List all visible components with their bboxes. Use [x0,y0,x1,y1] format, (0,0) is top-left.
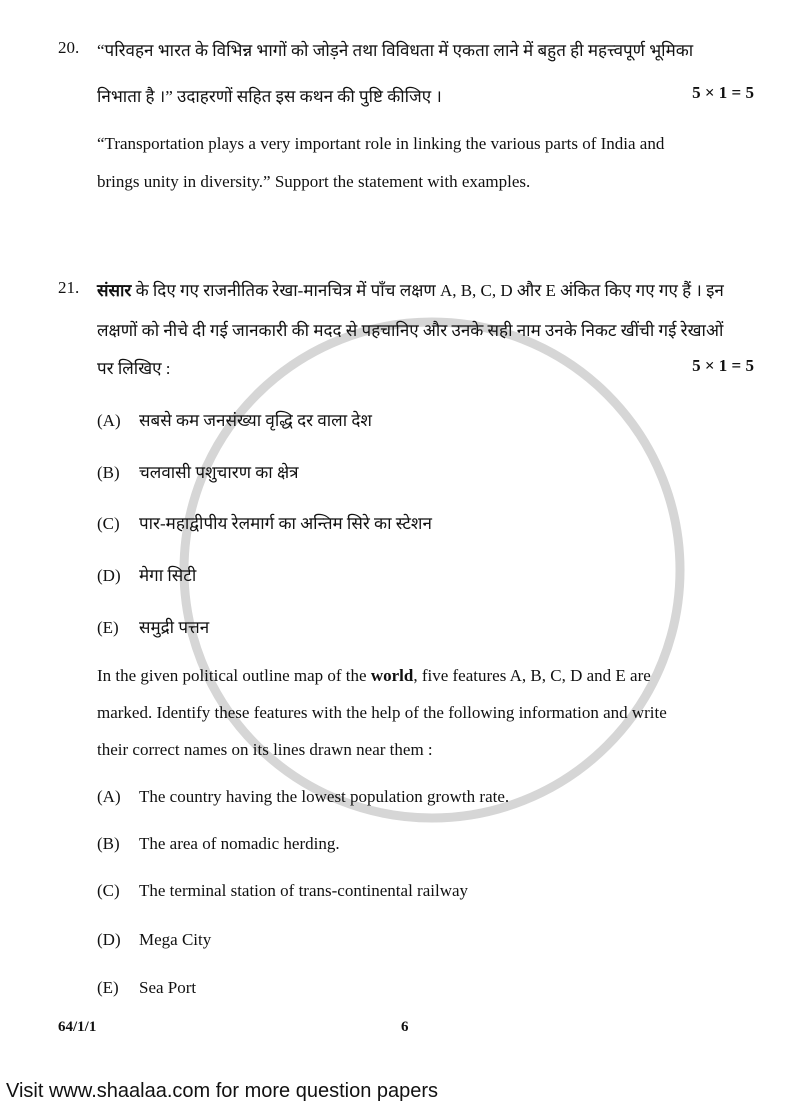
english-bold: world [370,666,414,685]
q21-marks: 5 × 1 = 5 [692,356,754,375]
option-text: Mega City [139,930,212,949]
option-label: (E) [97,978,119,997]
q21-english-line1 [97,666,651,686]
english-pre: In the given political outline map of the [97,666,371,685]
option-text: The area of nomadic herding. [139,834,340,853]
q21-hindi-line1-text: के दिए गए राजनीतिक रेखा-मानचित्र में पाँच लक्षण A, B, C, D और E अंकित किए गए गए हैं । इन [131,281,724,300]
option-label: (B) [97,834,120,853]
option-label: (A) [97,411,121,430]
english-option-d [97,930,211,950]
option-text: पार-महाद्वीपीय रेलमार्ग का अन्तिम सिरे का स्टेशन [139,514,432,533]
option-label: (E) [97,618,119,637]
q20-marks: 5 × 1 = 5 [692,83,754,102]
hindi-option-d [97,563,196,586]
option-label: (C) [97,881,120,900]
option-text: समुद्री पत्तन [139,618,210,637]
option-label: (C) [97,514,120,533]
q20-english-line2: brings unity in diversity.” Support the statement with examples. [97,172,531,191]
q21-hindi-line2: लक्षणों को नीचे दी गई जानकारी की मदद से पहचानिए और उनके सही नाम उनके निकट खींची गई रेखाओं [97,321,724,340]
paper-code: 64/1/1 [58,1019,97,1035]
english-option-a [97,787,509,807]
q20-hindi-line2: निभाता है ।” उदाहरणों सहित इस कथन की पुष्टि कीजिए । [97,87,442,106]
q21-hindi-line1 [97,278,724,301]
option-text: Sea Port [139,978,197,997]
hindi-option-b [97,460,299,483]
option-label: (B) [97,463,120,482]
english-option-c [97,881,468,901]
q21-hindi-bold: संसार [97,281,132,300]
option-label: (A) [97,787,121,806]
option-text: चलवासी पशुचारण का क्षेत्र [139,463,299,482]
q20-hindi-line1: “परिवहन भारत के विभिन्न भागों को जोड़ने तथा विविधता में एकता लाने में बहुत ही महत्त्वपूर्ण भूमिका [97,41,694,60]
hindi-option-a [97,408,372,431]
option-text: सबसे कम जनसंख्या वृद्धि दर वाला देश [139,411,372,430]
english-option-e [97,978,196,998]
english-option-b [97,834,340,854]
hindi-option-e [97,615,209,638]
q21-english-line3: their correct names on its lines drawn near them : [97,740,433,759]
visit-link-text[interactable]: Visit www.shaalaa.com for more question papers [6,1080,439,1102]
option-text: The country having the lowest population growth rate. [139,787,510,806]
q20-number: 20. [58,38,80,57]
q21-number: 21. [58,278,80,297]
option-label: (D) [97,566,121,585]
hindi-option-c [97,511,432,534]
q21-english-line2: marked. Identify these features with the help of the following information and write [97,703,667,722]
q20-english-line1: “Transportation plays a very important role in linking the various parts of India and [97,134,665,153]
page-number: 6 [401,1019,409,1035]
option-text: मेगा सिटी [139,566,197,585]
option-label: (D) [97,930,121,949]
q21-hindi-line3: पर लिखिए : [97,359,171,378]
option-text: The terminal station of trans-continental railway [139,881,469,900]
english-rest: , five features A, B, C, D and E are [413,666,651,685]
